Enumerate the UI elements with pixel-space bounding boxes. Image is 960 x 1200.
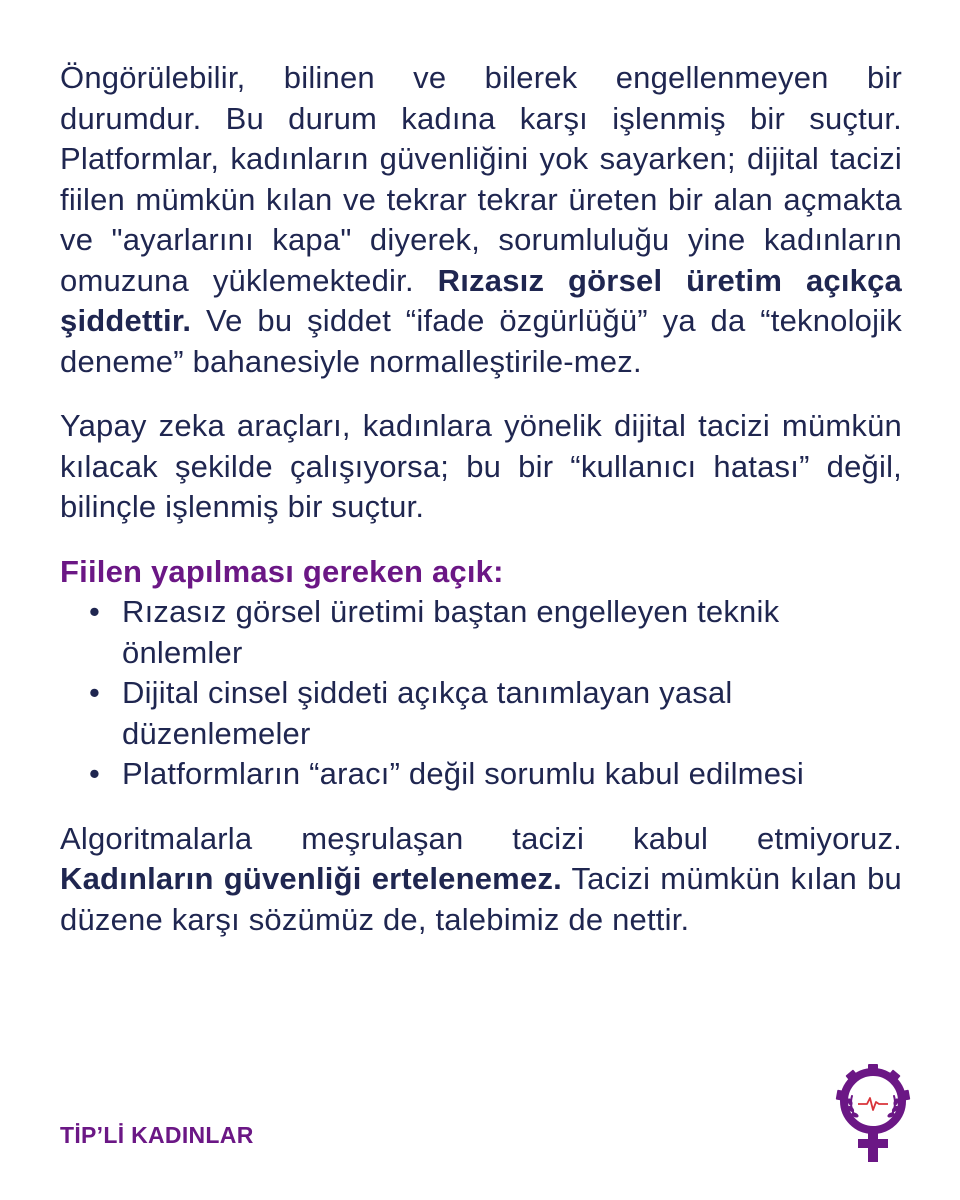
list-item	[60, 673, 902, 754]
list-item	[60, 754, 902, 795]
paragraph-closing-text-b: Tacizi mümkün kılan bu düzene karşı sözümüz de, talebimiz de nettir.	[60, 861, 902, 937]
document-body	[60, 58, 902, 940]
list-item-text: Rızasız görsel üretimi baştan engelleyen teknik önlemler	[122, 594, 780, 670]
list-item-text: Platformların “aracı” değil sorumlu kabul edilmesi	[122, 756, 804, 791]
paragraph-closing-bold: Kadınların güvenliği ertelenemez.	[60, 861, 562, 896]
paragraph-intro-bold: Rızasız görsel üretim açıkça şiddettir.	[60, 262, 903, 338]
list-item-text: Dijital cinsel şiddeti açıkça tanımlayan yasal düzenlemeler	[122, 675, 733, 751]
section-heading: Fiilen yapılması gereken açık:	[60, 553, 504, 589]
brand-wordmark: TİP’Lİ KADINLAR	[60, 1122, 254, 1148]
paragraph-intro	[60, 58, 902, 382]
paragraph-closing-text-a: Algoritmalarla meşrulaşan tacizi kabul etmiyoruz.	[60, 820, 902, 856]
list-item	[60, 592, 902, 673]
bullet-icon: •	[89, 756, 101, 791]
female-gear-symbol-icon	[832, 1062, 914, 1164]
paragraph-ai-tools: Yapay zeka araçları, kadınlara yönelik dijital tacizi mümkün kılacak şekilde çalışıyorsa; bu bir “kullanıcı hatası” değil, bilinçle işlenmiş bir suçtur.	[60, 408, 902, 524]
paragraph-intro-text-a: Öngörülebilir, bilinen ve bilerek engellenmeyen bir durumdur. Bu durum kadına karşı işlenmiş bir suçtur. Platformlar, kadınların güvenliğini yok sayarken; dijital tacizi fiilen mümkün kılan ve tekrar tekrar üreten bir alan açmakta ve "ayarlarını kapa" diyerek, sorumluluğu yine kadınların omuzuna yüklemektedir.	[60, 60, 902, 298]
demands-list	[60, 592, 902, 795]
paragraph-closing	[60, 819, 902, 941]
paragraph-intro-text-b: Ve bu şiddet “ifade özgürlüğü” ya da “teknolojik deneme” bahanesiyle normalleştirile-mez.	[60, 303, 902, 379]
bullet-icon: •	[89, 594, 101, 629]
bullet-icon: •	[89, 675, 101, 710]
